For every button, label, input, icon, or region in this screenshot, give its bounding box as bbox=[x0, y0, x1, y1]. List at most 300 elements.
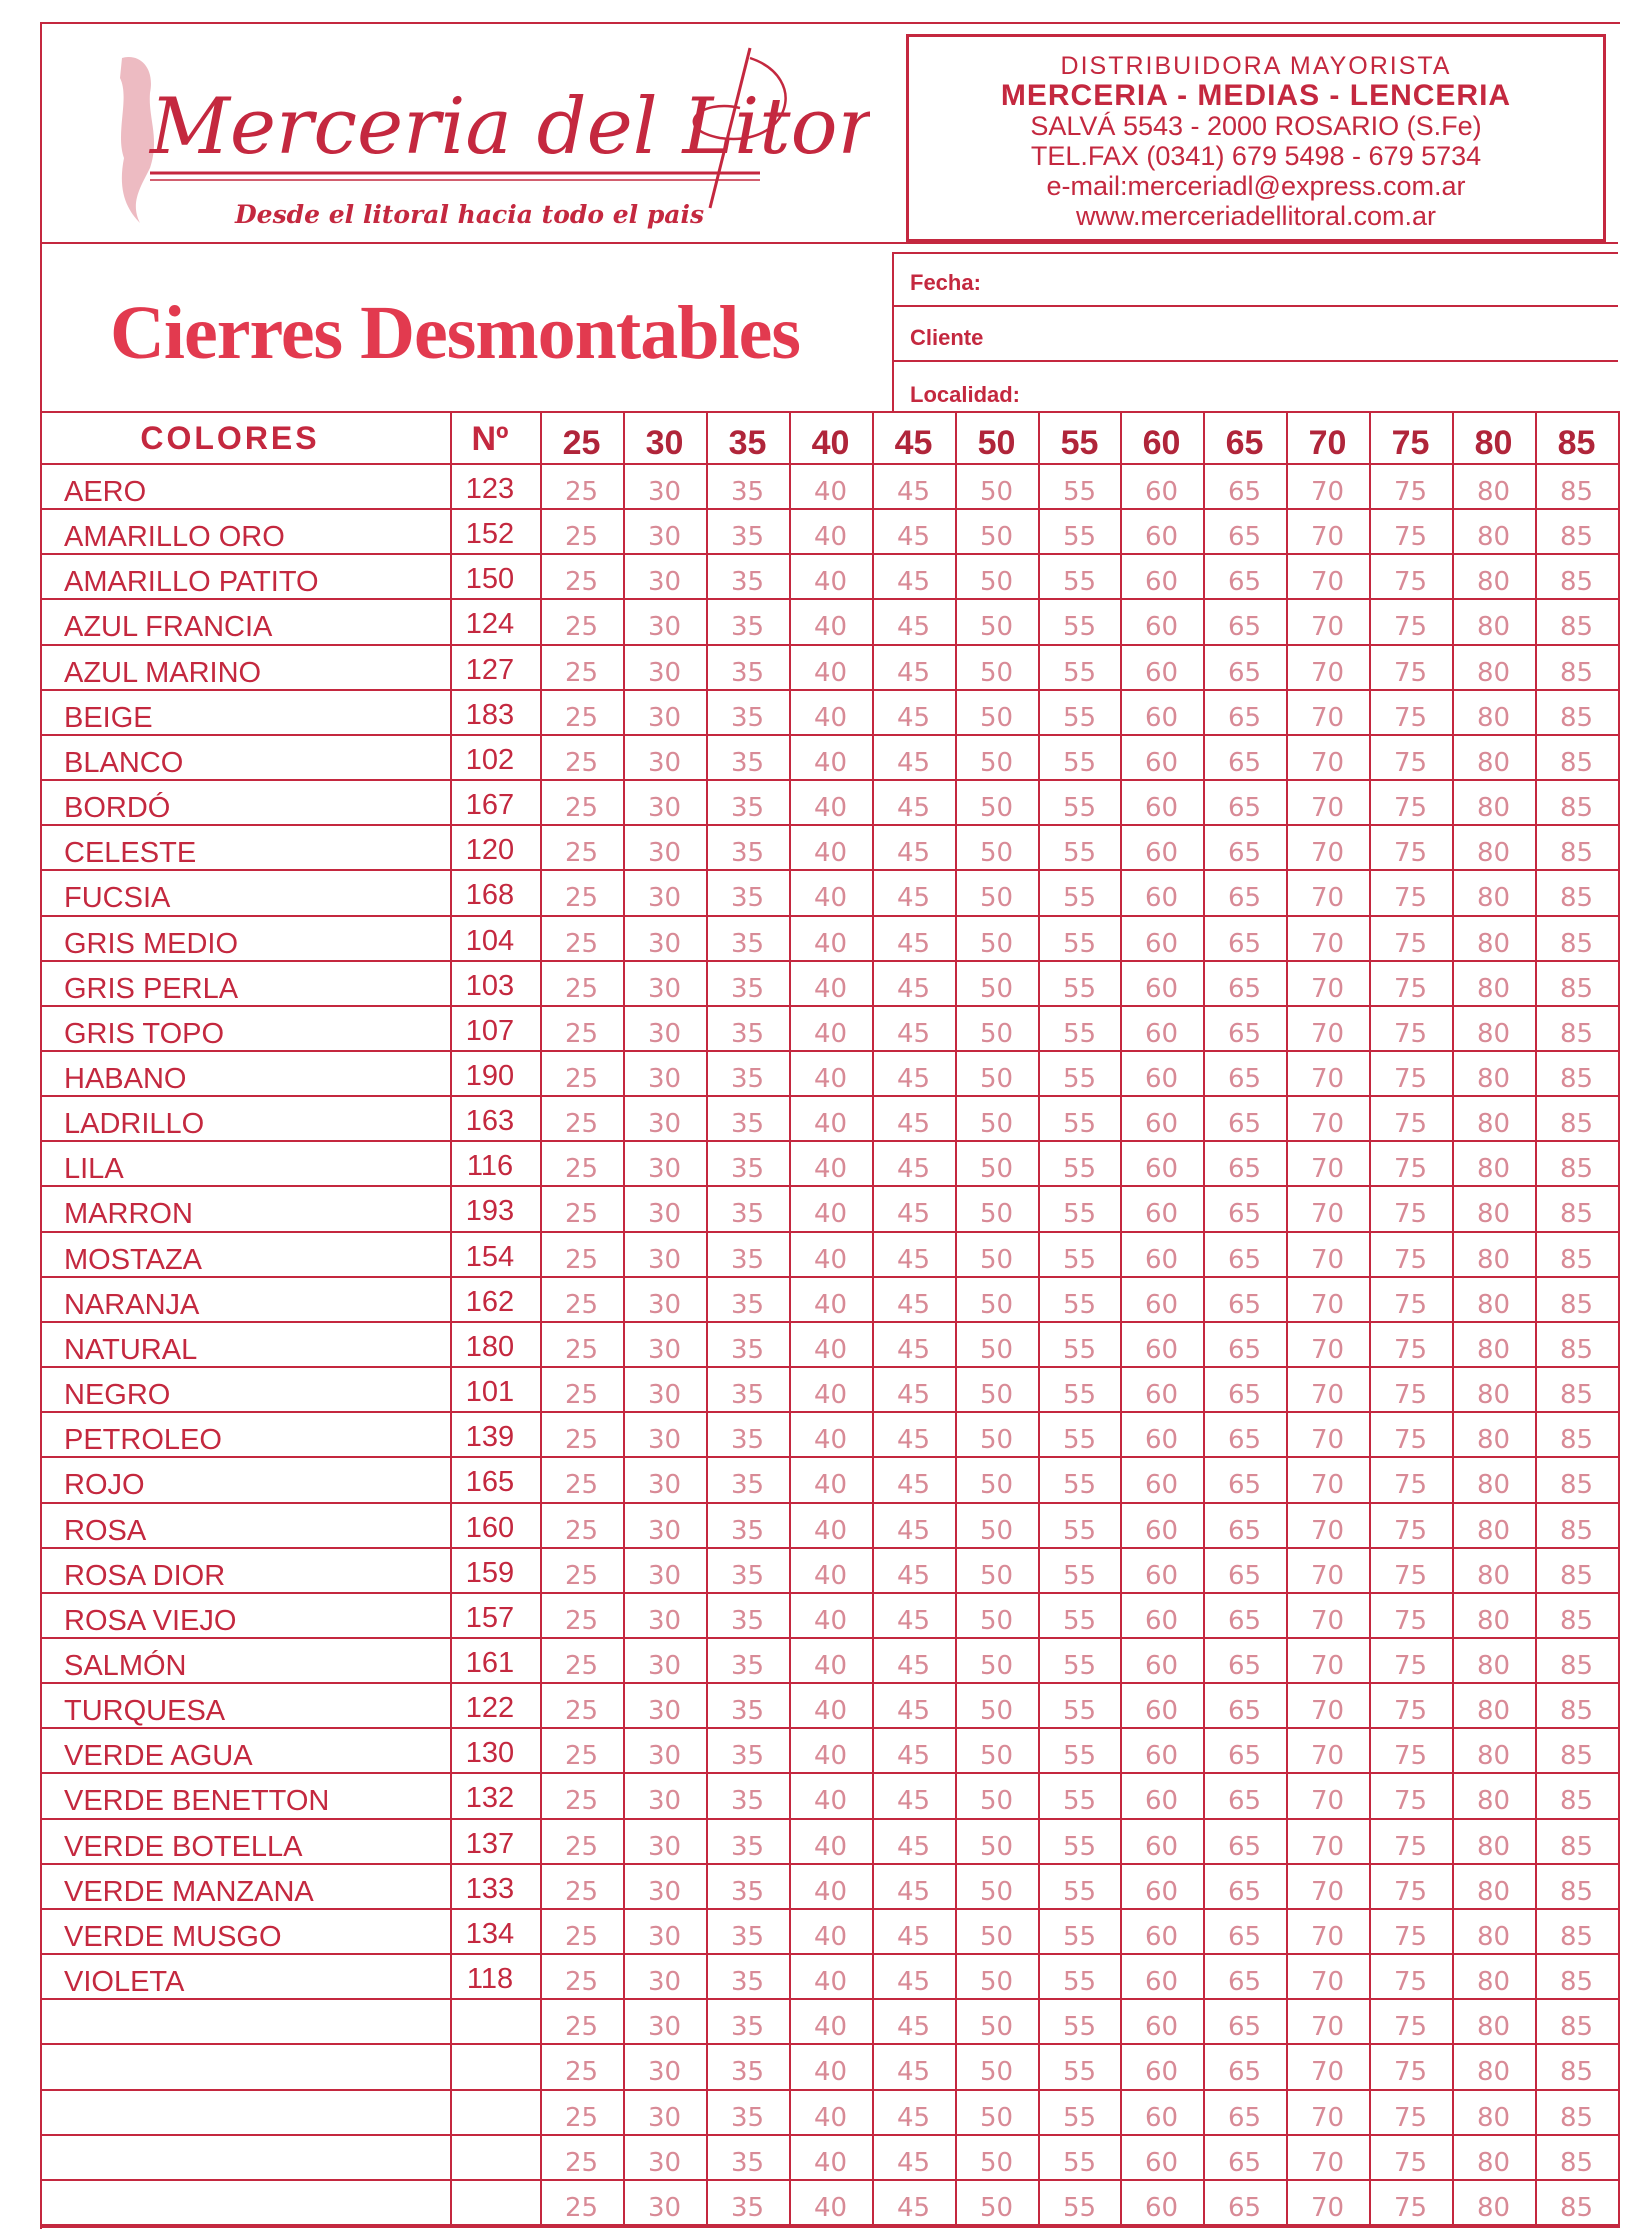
size-cell[interactable]: 40 bbox=[813, 1109, 848, 1139]
size-cell[interactable]: 55 bbox=[1062, 1380, 1097, 1410]
size-cell[interactable]: 70 bbox=[1310, 1877, 1345, 1907]
size-cell[interactable]: 55 bbox=[1062, 1154, 1097, 1184]
size-cell[interactable]: 25 bbox=[564, 1606, 599, 1636]
size-cell[interactable]: 65 bbox=[1227, 1290, 1262, 1320]
size-cell[interactable]: 65 bbox=[1227, 838, 1262, 868]
size-cell[interactable]: 45 bbox=[896, 1832, 931, 1862]
size-cell[interactable]: 75 bbox=[1393, 1922, 1428, 1952]
size-cell[interactable]: 45 bbox=[896, 793, 931, 823]
size-cell[interactable]: 80 bbox=[1476, 1335, 1511, 1365]
size-cell[interactable]: 85 bbox=[1559, 2057, 1594, 2087]
size-cell[interactable]: 60 bbox=[1144, 2057, 1179, 2087]
size-cell[interactable]: 45 bbox=[896, 974, 931, 1004]
size-cell[interactable]: 50 bbox=[979, 1561, 1014, 1591]
size-cell[interactable]: 65 bbox=[1227, 522, 1262, 552]
size-cell[interactable]: 85 bbox=[1559, 612, 1594, 642]
size-cell[interactable]: 25 bbox=[564, 1109, 599, 1139]
size-cell[interactable]: 70 bbox=[1310, 838, 1345, 868]
size-cell[interactable]: 60 bbox=[1144, 1832, 1179, 1862]
size-cell[interactable]: 70 bbox=[1310, 567, 1345, 597]
size-cell[interactable]: 40 bbox=[813, 1696, 848, 1726]
size-cell[interactable]: 30 bbox=[647, 1470, 682, 1500]
size-cell[interactable]: 85 bbox=[1559, 1832, 1594, 1862]
size-cell[interactable]: 35 bbox=[730, 703, 765, 733]
size-cell[interactable]: 80 bbox=[1476, 1741, 1511, 1771]
size-cell[interactable]: 35 bbox=[730, 1245, 765, 1275]
size-cell[interactable]: 55 bbox=[1062, 1741, 1097, 1771]
size-cell[interactable]: 45 bbox=[896, 477, 931, 507]
size-cell[interactable]: 80 bbox=[1476, 793, 1511, 823]
size-cell[interactable]: 65 bbox=[1227, 1922, 1262, 1952]
size-cell[interactable]: 75 bbox=[1393, 1154, 1428, 1184]
size-cell[interactable]: 25 bbox=[564, 883, 599, 913]
size-cell[interactable]: 85 bbox=[1559, 1516, 1594, 1546]
size-cell[interactable]: 45 bbox=[896, 2103, 931, 2133]
size-cell[interactable]: 25 bbox=[564, 929, 599, 959]
size-cell[interactable]: 40 bbox=[813, 1741, 848, 1771]
size-cell[interactable]: 50 bbox=[979, 1109, 1014, 1139]
size-cell[interactable]: 55 bbox=[1062, 1922, 1097, 1952]
size-cell[interactable]: 75 bbox=[1393, 2103, 1428, 2133]
size-cell[interactable]: 65 bbox=[1227, 1651, 1262, 1681]
size-cell[interactable]: 45 bbox=[896, 1290, 931, 1320]
size-cell[interactable]: 70 bbox=[1310, 1516, 1345, 1546]
size-cell[interactable]: 80 bbox=[1476, 567, 1511, 597]
fecha-line[interactable] bbox=[892, 305, 1618, 307]
size-cell[interactable]: 50 bbox=[979, 477, 1014, 507]
size-cell[interactable]: 55 bbox=[1062, 1470, 1097, 1500]
size-cell[interactable]: 40 bbox=[813, 477, 848, 507]
size-cell[interactable]: 50 bbox=[979, 522, 1014, 552]
size-cell[interactable]: 40 bbox=[813, 522, 848, 552]
size-cell[interactable]: 30 bbox=[647, 1516, 682, 1546]
size-cell[interactable]: 25 bbox=[564, 1516, 599, 1546]
size-cell[interactable]: 85 bbox=[1559, 1245, 1594, 1275]
size-cell[interactable]: 70 bbox=[1310, 1922, 1345, 1952]
size-cell[interactable]: 85 bbox=[1559, 1380, 1594, 1410]
size-cell[interactable]: 75 bbox=[1393, 1741, 1428, 1771]
size-cell[interactable]: 75 bbox=[1393, 748, 1428, 778]
size-cell[interactable]: 75 bbox=[1393, 567, 1428, 597]
size-cell[interactable]: 30 bbox=[647, 1425, 682, 1455]
size-cell[interactable]: 40 bbox=[813, 1877, 848, 1907]
size-cell[interactable]: 75 bbox=[1393, 1470, 1428, 1500]
size-cell[interactable]: 55 bbox=[1062, 522, 1097, 552]
size-cell[interactable]: 50 bbox=[979, 1922, 1014, 1952]
size-cell[interactable]: 75 bbox=[1393, 1832, 1428, 1862]
size-cell[interactable]: 25 bbox=[564, 1832, 599, 1862]
size-cell[interactable]: 25 bbox=[564, 1425, 599, 1455]
size-cell[interactable]: 25 bbox=[564, 1877, 599, 1907]
size-cell[interactable]: 65 bbox=[1227, 1064, 1262, 1094]
size-cell[interactable]: 65 bbox=[1227, 703, 1262, 733]
size-cell[interactable]: 50 bbox=[979, 2193, 1014, 2223]
size-cell[interactable]: 30 bbox=[647, 1922, 682, 1952]
size-cell[interactable]: 25 bbox=[564, 1967, 599, 1997]
size-cell[interactable]: 70 bbox=[1310, 477, 1345, 507]
size-cell[interactable]: 70 bbox=[1310, 1696, 1345, 1726]
size-cell[interactable]: 30 bbox=[647, 1696, 682, 1726]
size-cell[interactable]: 25 bbox=[564, 1335, 599, 1365]
size-cell[interactable]: 80 bbox=[1476, 974, 1511, 1004]
size-cell[interactable]: 50 bbox=[979, 2103, 1014, 2133]
size-cell[interactable]: 50 bbox=[979, 612, 1014, 642]
size-cell[interactable]: 80 bbox=[1476, 2012, 1511, 2042]
size-cell[interactable]: 35 bbox=[730, 1786, 765, 1816]
size-cell[interactable]: 25 bbox=[564, 1245, 599, 1275]
size-cell[interactable]: 65 bbox=[1227, 567, 1262, 597]
size-cell[interactable]: 50 bbox=[979, 838, 1014, 868]
size-cell[interactable]: 80 bbox=[1476, 1561, 1511, 1591]
size-cell[interactable]: 50 bbox=[979, 974, 1014, 1004]
size-cell[interactable]: 70 bbox=[1310, 2193, 1345, 2223]
size-cell[interactable]: 40 bbox=[813, 929, 848, 959]
size-cell[interactable]: 60 bbox=[1144, 1425, 1179, 1455]
size-cell[interactable]: 70 bbox=[1310, 1245, 1345, 1275]
size-cell[interactable]: 75 bbox=[1393, 1967, 1428, 1997]
size-cell[interactable]: 25 bbox=[564, 1561, 599, 1591]
size-cell[interactable]: 50 bbox=[979, 883, 1014, 913]
size-cell[interactable]: 35 bbox=[730, 838, 765, 868]
size-cell[interactable]: 35 bbox=[730, 2103, 765, 2133]
size-cell[interactable]: 70 bbox=[1310, 1335, 1345, 1365]
size-cell[interactable]: 25 bbox=[564, 1290, 599, 1320]
size-cell[interactable]: 35 bbox=[730, 1741, 765, 1771]
size-cell[interactable]: 60 bbox=[1144, 1019, 1179, 1049]
size-cell[interactable]: 55 bbox=[1062, 1019, 1097, 1049]
size-cell[interactable]: 45 bbox=[896, 567, 931, 597]
size-cell[interactable]: 65 bbox=[1227, 1877, 1262, 1907]
size-cell[interactable]: 50 bbox=[979, 1199, 1014, 1229]
size-cell[interactable]: 60 bbox=[1144, 1516, 1179, 1546]
size-cell[interactable]: 75 bbox=[1393, 2012, 1428, 2042]
size-cell[interactable]: 65 bbox=[1227, 1606, 1262, 1636]
size-cell[interactable]: 35 bbox=[730, 658, 765, 688]
size-cell[interactable]: 50 bbox=[979, 703, 1014, 733]
size-cell[interactable]: 35 bbox=[730, 883, 765, 913]
size-cell[interactable]: 35 bbox=[730, 1922, 765, 1952]
size-cell[interactable]: 65 bbox=[1227, 1425, 1262, 1455]
size-cell[interactable]: 40 bbox=[813, 1606, 848, 1636]
size-cell[interactable]: 40 bbox=[813, 838, 848, 868]
size-cell[interactable]: 80 bbox=[1476, 929, 1511, 959]
size-cell[interactable]: 65 bbox=[1227, 1199, 1262, 1229]
size-cell[interactable]: 30 bbox=[647, 1109, 682, 1139]
size-cell[interactable]: 35 bbox=[730, 1832, 765, 1862]
size-cell[interactable]: 40 bbox=[813, 567, 848, 597]
size-cell[interactable]: 75 bbox=[1393, 974, 1428, 1004]
size-cell[interactable]: 30 bbox=[647, 567, 682, 597]
size-cell[interactable]: 65 bbox=[1227, 1019, 1262, 1049]
size-cell[interactable]: 30 bbox=[647, 793, 682, 823]
size-cell[interactable]: 85 bbox=[1559, 2103, 1594, 2133]
size-cell[interactable]: 80 bbox=[1476, 1470, 1511, 1500]
size-cell[interactable]: 85 bbox=[1559, 2012, 1594, 2042]
size-cell[interactable]: 80 bbox=[1476, 1606, 1511, 1636]
size-cell[interactable]: 85 bbox=[1559, 1425, 1594, 1455]
size-cell[interactable]: 70 bbox=[1310, 2148, 1345, 2178]
size-cell[interactable]: 45 bbox=[896, 1651, 931, 1681]
size-cell[interactable]: 75 bbox=[1393, 2057, 1428, 2087]
size-cell[interactable]: 70 bbox=[1310, 1109, 1345, 1139]
size-cell[interactable]: 35 bbox=[730, 1199, 765, 1229]
size-cell[interactable]: 80 bbox=[1476, 1516, 1511, 1546]
size-cell[interactable]: 35 bbox=[730, 1290, 765, 1320]
size-cell[interactable]: 60 bbox=[1144, 477, 1179, 507]
size-cell[interactable]: 45 bbox=[896, 1606, 931, 1636]
size-cell[interactable]: 30 bbox=[647, 1877, 682, 1907]
size-cell[interactable]: 30 bbox=[647, 1380, 682, 1410]
size-cell[interactable]: 55 bbox=[1062, 703, 1097, 733]
size-cell[interactable]: 65 bbox=[1227, 658, 1262, 688]
size-cell[interactable]: 60 bbox=[1144, 793, 1179, 823]
size-cell[interactable]: 35 bbox=[730, 477, 765, 507]
size-cell[interactable]: 60 bbox=[1144, 1290, 1179, 1320]
size-cell[interactable]: 70 bbox=[1310, 1967, 1345, 1997]
size-cell[interactable]: 60 bbox=[1144, 612, 1179, 642]
size-cell[interactable]: 70 bbox=[1310, 612, 1345, 642]
size-cell[interactable]: 65 bbox=[1227, 2012, 1262, 2042]
size-cell[interactable]: 75 bbox=[1393, 1245, 1428, 1275]
size-cell[interactable]: 30 bbox=[647, 1335, 682, 1365]
size-cell[interactable]: 80 bbox=[1476, 1109, 1511, 1139]
size-cell[interactable]: 75 bbox=[1393, 793, 1428, 823]
size-cell[interactable]: 40 bbox=[813, 2193, 848, 2223]
size-cell[interactable]: 85 bbox=[1559, 1335, 1594, 1365]
size-cell[interactable]: 45 bbox=[896, 748, 931, 778]
size-cell[interactable]: 85 bbox=[1559, 703, 1594, 733]
size-cell[interactable]: 70 bbox=[1310, 1425, 1345, 1455]
size-cell[interactable]: 30 bbox=[647, 883, 682, 913]
size-cell[interactable]: 40 bbox=[813, 974, 848, 1004]
size-cell[interactable]: 25 bbox=[564, 522, 599, 552]
size-cell[interactable]: 65 bbox=[1227, 1516, 1262, 1546]
size-cell[interactable]: 55 bbox=[1062, 1290, 1097, 1320]
size-cell[interactable]: 45 bbox=[896, 1877, 931, 1907]
size-cell[interactable]: 35 bbox=[730, 974, 765, 1004]
size-cell[interactable]: 70 bbox=[1310, 974, 1345, 1004]
size-cell[interactable]: 85 bbox=[1559, 793, 1594, 823]
size-cell[interactable]: 25 bbox=[564, 2057, 599, 2087]
size-cell[interactable]: 65 bbox=[1227, 2057, 1262, 2087]
size-cell[interactable]: 70 bbox=[1310, 1832, 1345, 1862]
size-cell[interactable]: 75 bbox=[1393, 1877, 1428, 1907]
size-cell[interactable]: 25 bbox=[564, 838, 599, 868]
size-cell[interactable]: 35 bbox=[730, 1877, 765, 1907]
size-cell[interactable]: 35 bbox=[730, 2148, 765, 2178]
size-cell[interactable]: 30 bbox=[647, 1154, 682, 1184]
size-cell[interactable]: 60 bbox=[1144, 883, 1179, 913]
size-cell[interactable]: 65 bbox=[1227, 2193, 1262, 2223]
size-cell[interactable]: 55 bbox=[1062, 929, 1097, 959]
size-cell[interactable]: 45 bbox=[896, 1516, 931, 1546]
size-cell[interactable]: 80 bbox=[1476, 1064, 1511, 1094]
size-cell[interactable]: 40 bbox=[813, 612, 848, 642]
size-cell[interactable]: 85 bbox=[1559, 883, 1594, 913]
size-cell[interactable]: 40 bbox=[813, 1967, 848, 1997]
size-cell[interactable]: 35 bbox=[730, 1651, 765, 1681]
size-cell[interactable]: 30 bbox=[647, 2103, 682, 2133]
size-cell[interactable]: 60 bbox=[1144, 1245, 1179, 1275]
size-cell[interactable]: 60 bbox=[1144, 1335, 1179, 1365]
size-cell[interactable]: 75 bbox=[1393, 1199, 1428, 1229]
size-cell[interactable]: 85 bbox=[1559, 1696, 1594, 1726]
size-cell[interactable]: 80 bbox=[1476, 1199, 1511, 1229]
size-cell[interactable]: 85 bbox=[1559, 748, 1594, 778]
size-cell[interactable]: 45 bbox=[896, 838, 931, 868]
size-cell[interactable]: 35 bbox=[730, 1154, 765, 1184]
size-cell[interactable]: 65 bbox=[1227, 2148, 1262, 2178]
size-cell[interactable]: 50 bbox=[979, 1786, 1014, 1816]
size-cell[interactable]: 60 bbox=[1144, 748, 1179, 778]
size-cell[interactable]: 55 bbox=[1062, 748, 1097, 778]
size-cell[interactable]: 45 bbox=[896, 1109, 931, 1139]
size-cell[interactable]: 30 bbox=[647, 2057, 682, 2087]
size-cell[interactable]: 50 bbox=[979, 1064, 1014, 1094]
size-cell[interactable]: 55 bbox=[1062, 2193, 1097, 2223]
size-cell[interactable]: 40 bbox=[813, 1245, 848, 1275]
size-cell[interactable]: 55 bbox=[1062, 2148, 1097, 2178]
size-cell[interactable]: 45 bbox=[896, 703, 931, 733]
size-cell[interactable]: 85 bbox=[1559, 1651, 1594, 1681]
size-cell[interactable]: 55 bbox=[1062, 658, 1097, 688]
size-cell[interactable]: 85 bbox=[1559, 1199, 1594, 1229]
size-cell[interactable]: 25 bbox=[564, 1696, 599, 1726]
size-cell[interactable]: 40 bbox=[813, 2148, 848, 2178]
size-cell[interactable]: 60 bbox=[1144, 1967, 1179, 1997]
size-cell[interactable]: 60 bbox=[1144, 1877, 1179, 1907]
size-cell[interactable]: 65 bbox=[1227, 1335, 1262, 1365]
size-cell[interactable]: 55 bbox=[1062, 1967, 1097, 1997]
size-cell[interactable]: 35 bbox=[730, 1967, 765, 1997]
size-cell[interactable]: 60 bbox=[1144, 2193, 1179, 2223]
size-cell[interactable]: 65 bbox=[1227, 1832, 1262, 1862]
size-cell[interactable]: 25 bbox=[564, 2012, 599, 2042]
size-cell[interactable]: 75 bbox=[1393, 1516, 1428, 1546]
size-cell[interactable]: 75 bbox=[1393, 1019, 1428, 1049]
size-cell[interactable]: 60 bbox=[1144, 522, 1179, 552]
size-cell[interactable]: 75 bbox=[1393, 2148, 1428, 2178]
size-cell[interactable]: 25 bbox=[564, 1064, 599, 1094]
size-cell[interactable]: 80 bbox=[1476, 2148, 1511, 2178]
size-cell[interactable]: 35 bbox=[730, 567, 765, 597]
size-cell[interactable]: 80 bbox=[1476, 1786, 1511, 1816]
size-cell[interactable]: 30 bbox=[647, 1064, 682, 1094]
size-cell[interactable]: 45 bbox=[896, 1967, 931, 1997]
size-cell[interactable]: 30 bbox=[647, 1967, 682, 1997]
size-cell[interactable]: 75 bbox=[1393, 1606, 1428, 1636]
size-cell[interactable]: 60 bbox=[1144, 567, 1179, 597]
size-cell[interactable]: 80 bbox=[1476, 658, 1511, 688]
size-cell[interactable]: 65 bbox=[1227, 1696, 1262, 1726]
size-cell[interactable]: 30 bbox=[647, 522, 682, 552]
size-cell[interactable]: 75 bbox=[1393, 1109, 1428, 1139]
size-cell[interactable]: 80 bbox=[1476, 1290, 1511, 1320]
size-cell[interactable]: 85 bbox=[1559, 1019, 1594, 1049]
size-cell[interactable]: 30 bbox=[647, 1199, 682, 1229]
size-cell[interactable]: 35 bbox=[730, 2057, 765, 2087]
size-cell[interactable]: 55 bbox=[1062, 1109, 1097, 1139]
size-cell[interactable]: 60 bbox=[1144, 2103, 1179, 2133]
size-cell[interactable]: 50 bbox=[979, 567, 1014, 597]
size-cell[interactable]: 85 bbox=[1559, 567, 1594, 597]
size-cell[interactable]: 40 bbox=[813, 883, 848, 913]
size-cell[interactable]: 70 bbox=[1310, 929, 1345, 959]
size-cell[interactable]: 85 bbox=[1559, 1877, 1594, 1907]
size-cell[interactable]: 70 bbox=[1310, 1741, 1345, 1771]
size-cell[interactable]: 55 bbox=[1062, 883, 1097, 913]
size-cell[interactable]: 70 bbox=[1310, 2103, 1345, 2133]
size-cell[interactable]: 85 bbox=[1559, 1470, 1594, 1500]
size-cell[interactable]: 85 bbox=[1559, 658, 1594, 688]
size-cell[interactable]: 70 bbox=[1310, 1064, 1345, 1094]
size-cell[interactable]: 35 bbox=[730, 612, 765, 642]
size-cell[interactable]: 40 bbox=[813, 2103, 848, 2133]
size-cell[interactable]: 50 bbox=[979, 1335, 1014, 1365]
size-cell[interactable]: 40 bbox=[813, 1832, 848, 1862]
size-cell[interactable]: 25 bbox=[564, 748, 599, 778]
size-cell[interactable]: 75 bbox=[1393, 703, 1428, 733]
size-cell[interactable]: 60 bbox=[1144, 1561, 1179, 1591]
size-cell[interactable]: 40 bbox=[813, 1922, 848, 1952]
size-cell[interactable]: 60 bbox=[1144, 974, 1179, 1004]
size-cell[interactable]: 85 bbox=[1559, 1922, 1594, 1952]
size-cell[interactable]: 80 bbox=[1476, 1967, 1511, 1997]
size-cell[interactable]: 30 bbox=[647, 2193, 682, 2223]
size-cell[interactable]: 45 bbox=[896, 1696, 931, 1726]
size-cell[interactable]: 40 bbox=[813, 1199, 848, 1229]
size-cell[interactable]: 70 bbox=[1310, 748, 1345, 778]
size-cell[interactable]: 60 bbox=[1144, 1786, 1179, 1816]
size-cell[interactable]: 80 bbox=[1476, 748, 1511, 778]
size-cell[interactable]: 80 bbox=[1476, 1425, 1511, 1455]
size-cell[interactable]: 80 bbox=[1476, 1019, 1511, 1049]
size-cell[interactable]: 35 bbox=[730, 2193, 765, 2223]
size-cell[interactable]: 60 bbox=[1144, 1064, 1179, 1094]
size-cell[interactable]: 30 bbox=[647, 1651, 682, 1681]
size-cell[interactable]: 55 bbox=[1062, 793, 1097, 823]
size-cell[interactable]: 45 bbox=[896, 1470, 931, 1500]
size-cell[interactable]: 40 bbox=[813, 1380, 848, 1410]
size-cell[interactable]: 35 bbox=[730, 748, 765, 778]
size-cell[interactable]: 40 bbox=[813, 793, 848, 823]
size-cell[interactable]: 35 bbox=[730, 1019, 765, 1049]
size-cell[interactable]: 65 bbox=[1227, 1380, 1262, 1410]
size-cell[interactable]: 50 bbox=[979, 1606, 1014, 1636]
size-cell[interactable]: 45 bbox=[896, 2012, 931, 2042]
size-cell[interactable]: 60 bbox=[1144, 658, 1179, 688]
size-cell[interactable]: 80 bbox=[1476, 1696, 1511, 1726]
size-cell[interactable]: 40 bbox=[813, 1064, 848, 1094]
size-cell[interactable]: 55 bbox=[1062, 1786, 1097, 1816]
size-cell[interactable]: 35 bbox=[730, 1380, 765, 1410]
size-cell[interactable]: 70 bbox=[1310, 1606, 1345, 1636]
size-cell[interactable]: 50 bbox=[979, 929, 1014, 959]
size-cell[interactable]: 30 bbox=[647, 1786, 682, 1816]
size-cell[interactable]: 60 bbox=[1144, 703, 1179, 733]
size-cell[interactable]: 50 bbox=[979, 1967, 1014, 1997]
size-cell[interactable]: 80 bbox=[1476, 1832, 1511, 1862]
size-cell[interactable]: 65 bbox=[1227, 2103, 1262, 2133]
size-cell[interactable]: 45 bbox=[896, 1019, 931, 1049]
size-cell[interactable]: 35 bbox=[730, 1516, 765, 1546]
size-cell[interactable]: 75 bbox=[1393, 1561, 1428, 1591]
size-cell[interactable]: 80 bbox=[1476, 2193, 1511, 2223]
size-cell[interactable]: 30 bbox=[647, 477, 682, 507]
size-cell[interactable]: 40 bbox=[813, 2057, 848, 2087]
size-cell[interactable]: 70 bbox=[1310, 522, 1345, 552]
size-cell[interactable]: 25 bbox=[564, 1154, 599, 1184]
